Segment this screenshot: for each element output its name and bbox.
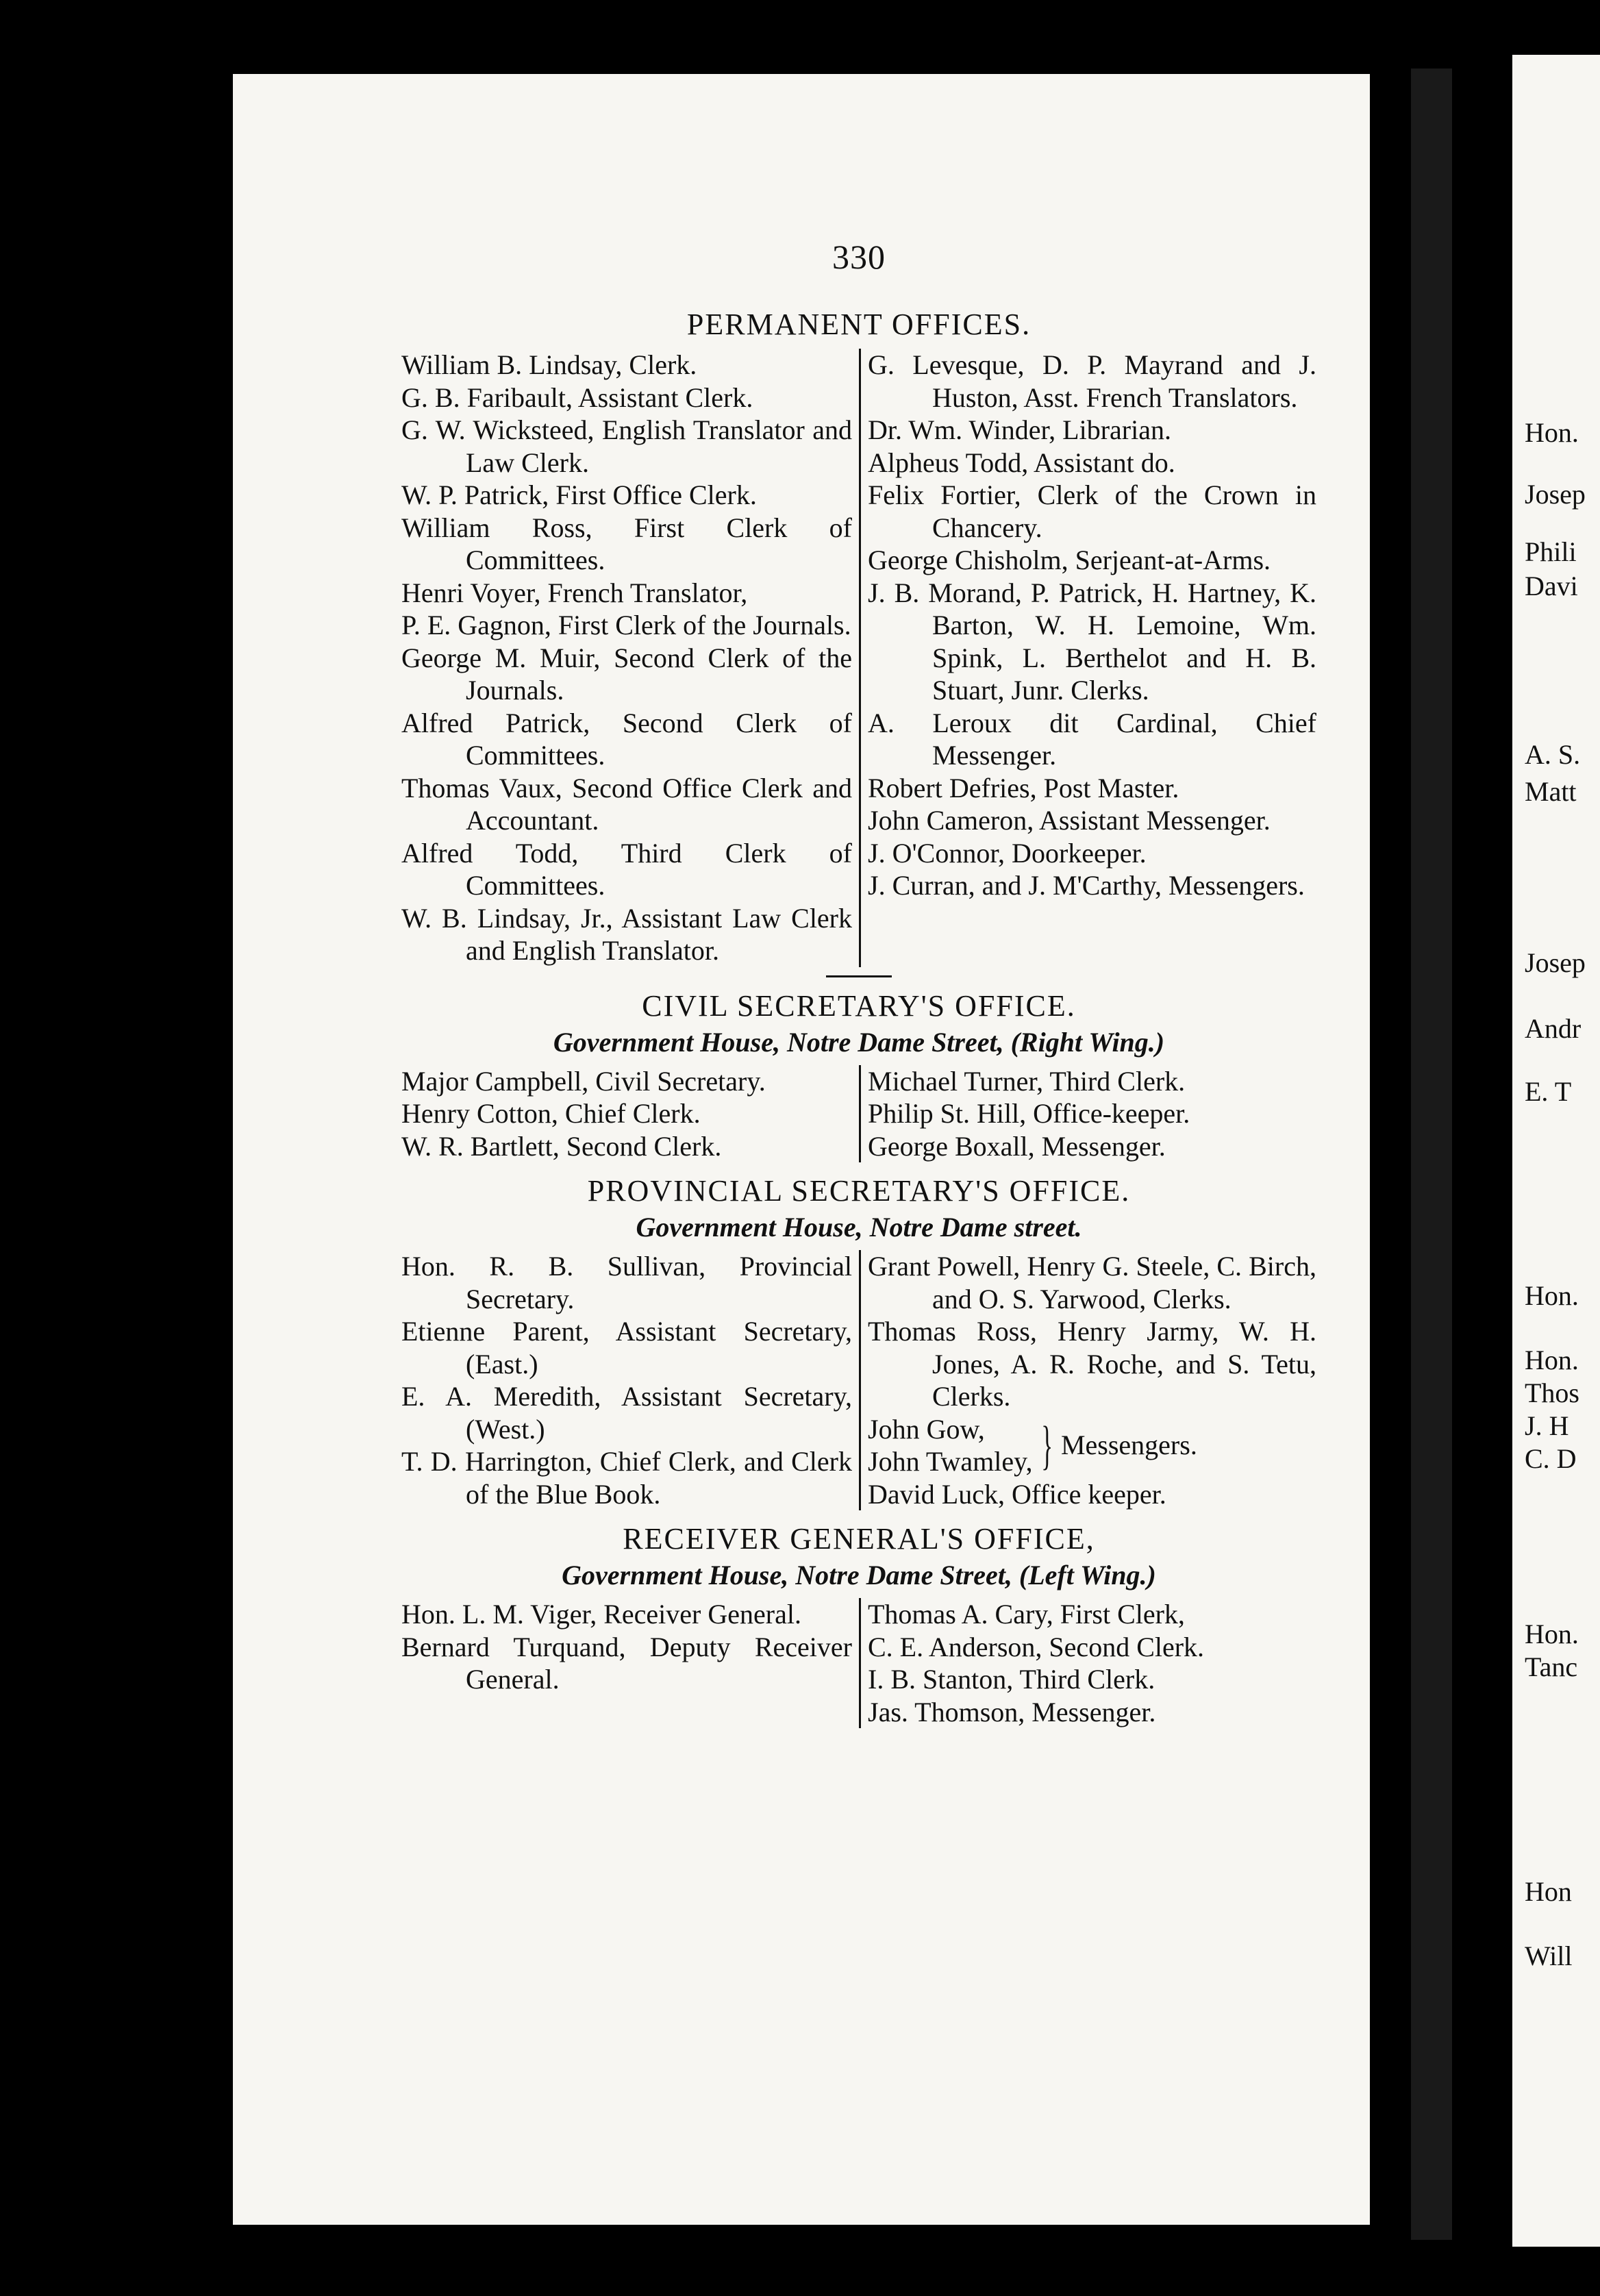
staff-entry: John Cameron, Assistant Messenger. xyxy=(868,805,1271,836)
right-column xyxy=(859,349,1316,967)
left-column xyxy=(401,1065,859,1163)
messenger-name: John Twamley, xyxy=(868,1446,1033,1477)
next-page-fragment: Davi xyxy=(1525,571,1578,601)
staff-entry: Thomas A. Cary, First Clerk, xyxy=(868,1599,1185,1630)
page-number: 330 xyxy=(832,238,886,276)
section-subtitle-civil-secretary: Government House, Notre Dame Street, (Right Wing.) xyxy=(553,1026,1165,1058)
left-column xyxy=(401,1250,859,1510)
next-page-fragment: Josep xyxy=(1525,947,1586,978)
next-page-fragment: Tanc xyxy=(1525,1651,1578,1682)
messenger-names xyxy=(868,1413,1033,1478)
staff-entry: George Boxall, Messenger. xyxy=(868,1130,1166,1162)
receiver-general-columns xyxy=(401,1598,1316,1728)
staff-entry: Thomas Ross, Henry Jarmy, W. H. Jones, A. R. Roche, and S. Tetu, Clerks. xyxy=(868,1316,1316,1412)
next-page-fragment: A. S. xyxy=(1525,739,1581,770)
staff-entry: P. E. Gagnon, First Clerk of the Journals. xyxy=(401,610,851,640)
staff-entry: George M. Muir, Second Clerk of the Journals. xyxy=(401,642,852,706)
right-column xyxy=(859,1065,1316,1163)
next-page-fragment: Hon. xyxy=(1525,1345,1579,1375)
next-page-fragment: Phili xyxy=(1525,536,1577,567)
permanent-offices-columns xyxy=(401,349,1316,967)
right-column xyxy=(859,1250,1316,1510)
next-page-fragment: C. D xyxy=(1525,1443,1577,1474)
staff-entry: G. B. Faribault, Assistant Clerk. xyxy=(401,382,753,413)
next-page-fragment: Thos xyxy=(1525,1377,1579,1408)
staff-entry: Alfred Todd, Third Clerk of Committees. xyxy=(401,837,852,901)
staff-entry: Henri Voyer, French Translator, xyxy=(401,577,748,608)
staff-entry: Henry Cotton, Chief Clerk. xyxy=(401,1098,701,1129)
staff-entry: I. B. Stanton, Third Clerk. xyxy=(868,1664,1155,1695)
staff-entry: Bernard Turquand, Deputy Receiver General. xyxy=(401,1631,852,1695)
staff-entry: G. W. Wicksteed, English Translator and Law Clerk. xyxy=(401,414,852,478)
civil-secretary-columns xyxy=(401,1065,1316,1163)
next-page-fragment: Hon. xyxy=(1525,1280,1579,1311)
staff-entry: Jas. Thomson, Messenger. xyxy=(868,1696,1156,1727)
messenger-label: Messengers. xyxy=(1060,1430,1197,1461)
next-page-fragment: J. H xyxy=(1525,1410,1569,1441)
staff-entry: A. Leroux dit Cardinal, Chief Messenger. xyxy=(868,707,1316,771)
staff-entry: J. Curran, and J. M'Carthy, Messengers. xyxy=(868,870,1305,901)
next-page-fragment: Josep xyxy=(1525,479,1586,510)
page-content xyxy=(401,237,1316,1728)
next-page-fragment: Hon xyxy=(1525,1876,1572,1907)
staff-entry: Philip St. Hill, Office-keeper. xyxy=(868,1098,1190,1129)
staff-entry: W. P. Patrick, First Office Clerk. xyxy=(401,479,757,510)
staff-entry: Alfred Patrick, Second Clerk of Committees. xyxy=(401,707,852,771)
staff-entry: George Chisholm, Serjeant-at-Arms. xyxy=(868,545,1271,575)
staff-entry: W. R. Bartlett, Second Clerk. xyxy=(401,1130,722,1162)
staff-entry: Dr. Wm. Winder, Librarian. xyxy=(868,414,1171,445)
right-column xyxy=(859,1598,1316,1728)
messenger-group xyxy=(868,1413,1316,1478)
section-subtitle-receiver-general: Government House, Notre Dame Street, (Left Wing.) xyxy=(562,1560,1156,1590)
staff-entry: C. E. Anderson, Second Clerk. xyxy=(868,1631,1205,1662)
section-title-provincial-secretary: PROVINCIAL SECRETARY'S OFFICE. xyxy=(587,1174,1131,1208)
section-subtitle-provincial-secretary: Government House, Notre Dame street. xyxy=(636,1212,1082,1243)
section-title-receiver-general: RECEIVER GENERAL'S OFFICE, xyxy=(623,1522,1095,1556)
next-page-fragment: E. T xyxy=(1525,1076,1572,1107)
staff-entry: Grant Powell, Henry G. Steele, C. Birch, and O. S. Yarwood, Clerks. xyxy=(868,1251,1316,1314)
staff-entry: J. O'Connor, Doorkeeper. xyxy=(868,837,1147,869)
section-title-permanent-offices: PERMANENT OFFICES. xyxy=(686,308,1032,341)
staff-entry: T. D. Harrington, Chief Clerk, and Clerk of the Blue Book. xyxy=(401,1446,852,1510)
brace-glyph: } xyxy=(1040,1415,1053,1475)
left-column xyxy=(401,1598,859,1728)
next-page-fragment: Hon. xyxy=(1525,1619,1579,1649)
staff-entry: Hon. R. B. Sullivan, Provincial Secretary. xyxy=(401,1251,852,1314)
staff-entry: J. B. Morand, P. Patrick, H. Hartney, K. Barton, W. H. Lemoine, Wm. Spink, L. Berthelot and H. B. Stuart, Junr. Clerks. xyxy=(868,577,1316,706)
staff-entry: William Ross, First Clerk of Committees. xyxy=(401,512,852,575)
book-gutter xyxy=(1411,68,1452,2240)
provincial-secretary-columns xyxy=(401,1250,1316,1510)
section-title-civil-secretary: CIVIL SECRETARY'S OFFICE. xyxy=(642,988,1076,1023)
staff-entry: Thomas Vaux, Second Office Clerk and Accountant. xyxy=(401,772,852,836)
section-divider xyxy=(826,975,892,977)
staff-entry: David Luck, Office keeper. xyxy=(868,1478,1166,1510)
staff-entry: Michael Turner, Third Clerk. xyxy=(868,1065,1186,1097)
staff-entry: Major Campbell, Civil Secretary. xyxy=(401,1065,766,1097)
staff-entry: E. A. Meredith, Assistant Secretary, (West.) xyxy=(401,1381,852,1445)
staff-entry: Alpheus Todd, Assistant do. xyxy=(868,447,1175,478)
staff-entry: G. Levesque, D. P. Mayrand and J. Huston, Asst. French Translators. xyxy=(868,349,1316,413)
next-page-fragment: Hon. xyxy=(1525,417,1579,448)
staff-entry: William B. Lindsay, Clerk. xyxy=(401,349,697,380)
left-column xyxy=(401,349,859,967)
staff-entry: Hon. L. M. Viger, Receiver General. xyxy=(401,1599,801,1630)
staff-entry: Felix Fortier, Clerk of the Crown in Chancery. xyxy=(868,479,1316,543)
next-page-fragment: Matt xyxy=(1525,776,1577,807)
staff-entry: W. B. Lindsay, Jr., Assistant Law Clerk and English Translator. xyxy=(401,902,852,966)
next-page-edge xyxy=(1512,55,1600,2247)
next-page-fragment: Andr xyxy=(1525,1013,1582,1044)
messenger-name: John Gow, xyxy=(868,1413,985,1445)
staff-entry: Etienne Parent, Assistant Secretary, (East.) xyxy=(401,1316,852,1380)
next-page-fragment: Will xyxy=(1525,1941,1573,1971)
staff-entry: Robert Defries, Post Master. xyxy=(868,772,1179,803)
